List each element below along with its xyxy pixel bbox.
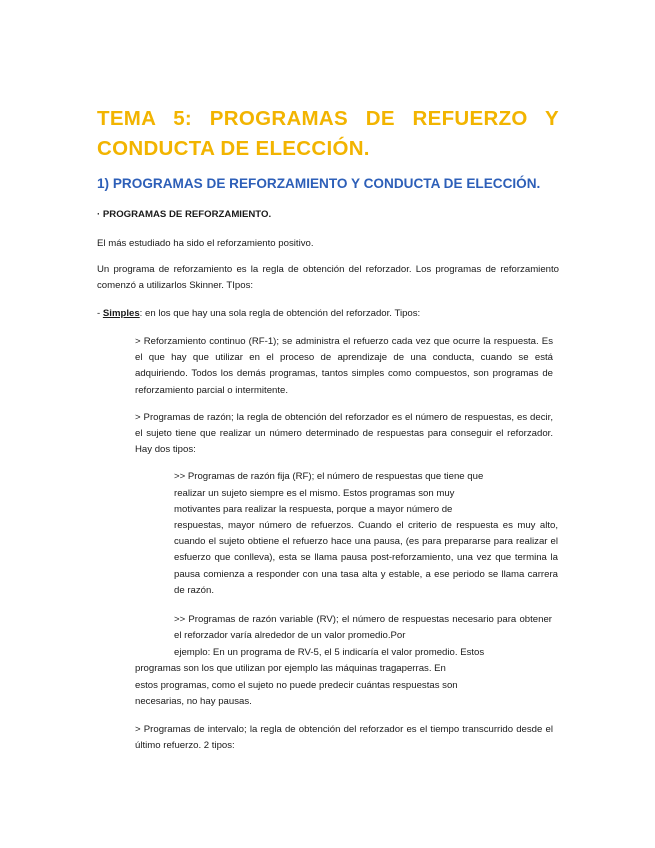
para-rf1: > Reforzamiento continuo (RF-1); se administra el refuerzo cada vez que ocurre la respuesta. Es el que hay que utilizar en el proceso de aprendizaje de una conducta, cuando se está adquiriendo. Todos los demás programas, tantos simples como compuestos, son programas de reforzamiento parcial o intermitente. [135,336,553,396]
simples-term: Simples [102,308,140,319]
rf-rest: respuestas, mayor número de refuerzos. Cuando el criterio de respuesta es muy alto, cuando el sujeto obtiene el refuerzo hace una pausa, (es para prepararse para realizar el esfuerzo que conlleva), esta se llama pausa post-reforzamiento, una vez que termina la pausa comienza a responder con una tasa alta y estable, a ese periodo se llama carrera de razón. [174,520,558,596]
section-heading: 1) PROGRAMAS DE REFORZAMIENTO Y CONDUCTA DE ELECCIÓN. [97,176,541,191]
rv-line-5: estos programas, como el sujeto no puede predecir cuántas respuestas son [135,680,458,691]
rv-first: >> Programas de razón variable (RV); el número de respuestas necesario para obtener el reforzador varía alrededor de un valor promedio.Por [174,614,552,642]
simples-text: : en los que hay una sola regla de obtención del reforzador. Tipos: [139,308,421,319]
simples-line [97,306,420,322]
para-definition: Un programa de reforzamiento es la regla de obtención del reforzador. Los programas de reforzamiento comenzó a utilizarlos Skinner. TIpos: [97,264,559,292]
rv-line-6: necesarias, no hay pausas. [135,696,252,707]
para-intervalo: > Programas de intervalo; la regla de obtención del reforzador es el tiempo transcurrido desde el último refuerzo. 2 tipos: [135,724,553,752]
rv-line-3: ejemplo: En un programa de RV-5, el 5 indicaría el valor promedio. Estos [174,647,485,658]
rf-line-2: realizar un sujeto siempre es el mismo. Estos programas son muy [174,488,455,499]
subheading: · PROGRAMAS DE REFORZAMIENTO. [97,209,272,220]
page-title: TEMA 5: PROGRAMAS DE REFUERZO Y CONDUCTA DE ELECCIÓN. [97,107,559,160]
para-intro: El más estudiado ha sido el reforzamiento positivo. [97,238,314,249]
rf-line-1: >> Programas de razón fija (RF); el número de respuestas que tiene que [174,471,484,482]
rf-line-3: motivantes para realizar la respuesta, porque a mayor número de [174,504,453,515]
para-razon: > Programas de razón; la regla de obtención del reforzador es el número de respuestas, es decir, el sujeto tiene que realizar un número determinado de respuestas para conseguir el reforzador. Hay dos tipos: [135,412,553,456]
rv-line-4: programas son los que utilizan por ejemplo las máquinas tragaperras. En [135,663,446,674]
simples-dash: - [97,308,103,319]
